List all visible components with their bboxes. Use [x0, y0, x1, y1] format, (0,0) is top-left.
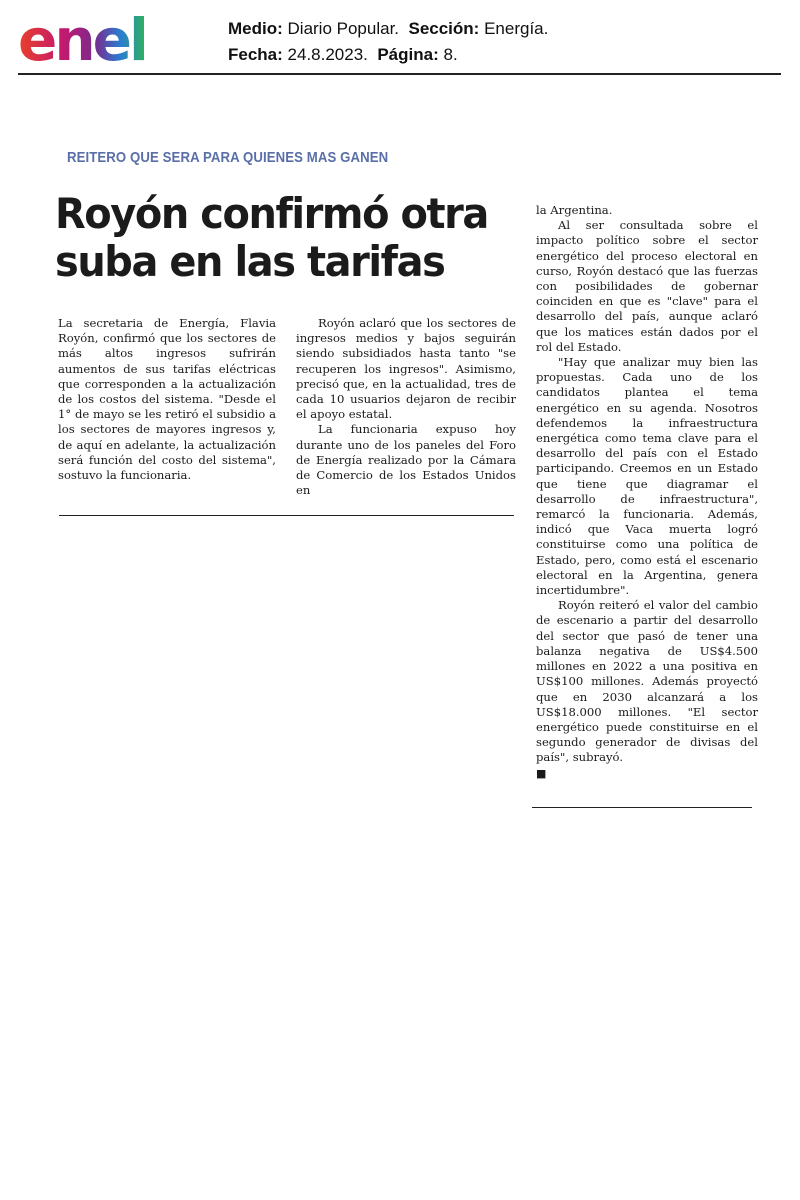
column-divider [59, 515, 514, 516]
fecha-label: Fecha: [228, 45, 283, 64]
paragraph: La funcionaria expuso hoy durante uno de los paneles del Foro de Energía realizado por la Cámara de Comercio de los Estados Unidos en [296, 422, 516, 498]
article-column-3 [536, 203, 758, 781]
pagina-value: 8. [443, 45, 458, 64]
fecha-value: 24.8.2023. [287, 45, 368, 64]
pagina-label: Página: [377, 45, 439, 64]
article-headline: Royón confirmó otra suba en las tarifas [55, 189, 488, 286]
article-end-divider [532, 807, 752, 808]
paragraph: La secretaria de Energía, Flavia Royón, confirmó que los sectores de más altos ingresos sufrirán aumentos de sus tarifas eléctricas que corresponden a la actualización de los costos del sistema. "Desde el 1° de mayo se les retiró el subsidio a los sectores de mayores ingresos y, de aquí en adelante, la actualización será función del costo del sistema", sostuvo la funcionaria. [58, 316, 276, 483]
paragraph: la Argentina. [536, 203, 613, 217]
enel-logo [18, 4, 180, 68]
medio-value: Diario Popular. [287, 19, 400, 38]
header-divider [18, 73, 781, 75]
svg-text:enel: enel [18, 6, 146, 68]
article-column-1 [58, 316, 276, 483]
paragraph: Royón aclaró que los sectores de ingresos medios y bajos seguirán siendo subsidiados hasta tanto "se recuperen los ingresos". Asimismo, precisó que, en la actualidad, tres de cada 10 usuarios dejaron de recibir el apoyo estatal. [296, 316, 516, 422]
paragraph: "Hay que analizar muy bien las propuestas. Cada uno de los candidatos plantea el tema energético en su agenda. Nosotros defendemos la infraestructura energética como tema clave para el desarrollo del país con el Estado participando. Creemos en un Estado que tiene que diagramar el desarrollo de infraestructura", remarcó la funcionaria. Además, indicó que Vaca muerta logró constituirse como una política de Estado, pero, como está el escenario electoral en la Argentina, genera incertidumbre". [536, 355, 758, 598]
article-kicker: REITERO QUE SERA PARA QUIENES MAS GANEN [67, 149, 389, 166]
seccion-value: Energía. [484, 19, 549, 38]
paragraph: Royón reiteró el valor del cambio de escenario a partir del desarrollo del sector que pasó de tener una balanza negativa de US$4.500 millones en 2022 a una positiva en US$100 millones. Además proyectó que en 2030 alcanzará a los US$18.000 millones. "El sector energético puede constituirse en el segundo generador de divisas del país", subrayó. [536, 598, 758, 765]
medio-label: Medio: [228, 19, 283, 38]
end-of-article-mark: ■ [536, 766, 547, 780]
seccion-label: Sección: [408, 19, 480, 38]
article-column-2 [296, 316, 516, 498]
clipping-meta [228, 16, 548, 68]
paragraph: Al ser consultada sobre el impacto político sobre el sector energético del proceso electoral en curso, Royón destacó que las fuerzas con posibilidades de gobernar coinciden en que es "clave" para el desarrollo del país, aunque aclaró que los matices están dados por el rol del Estado. [536, 218, 758, 354]
